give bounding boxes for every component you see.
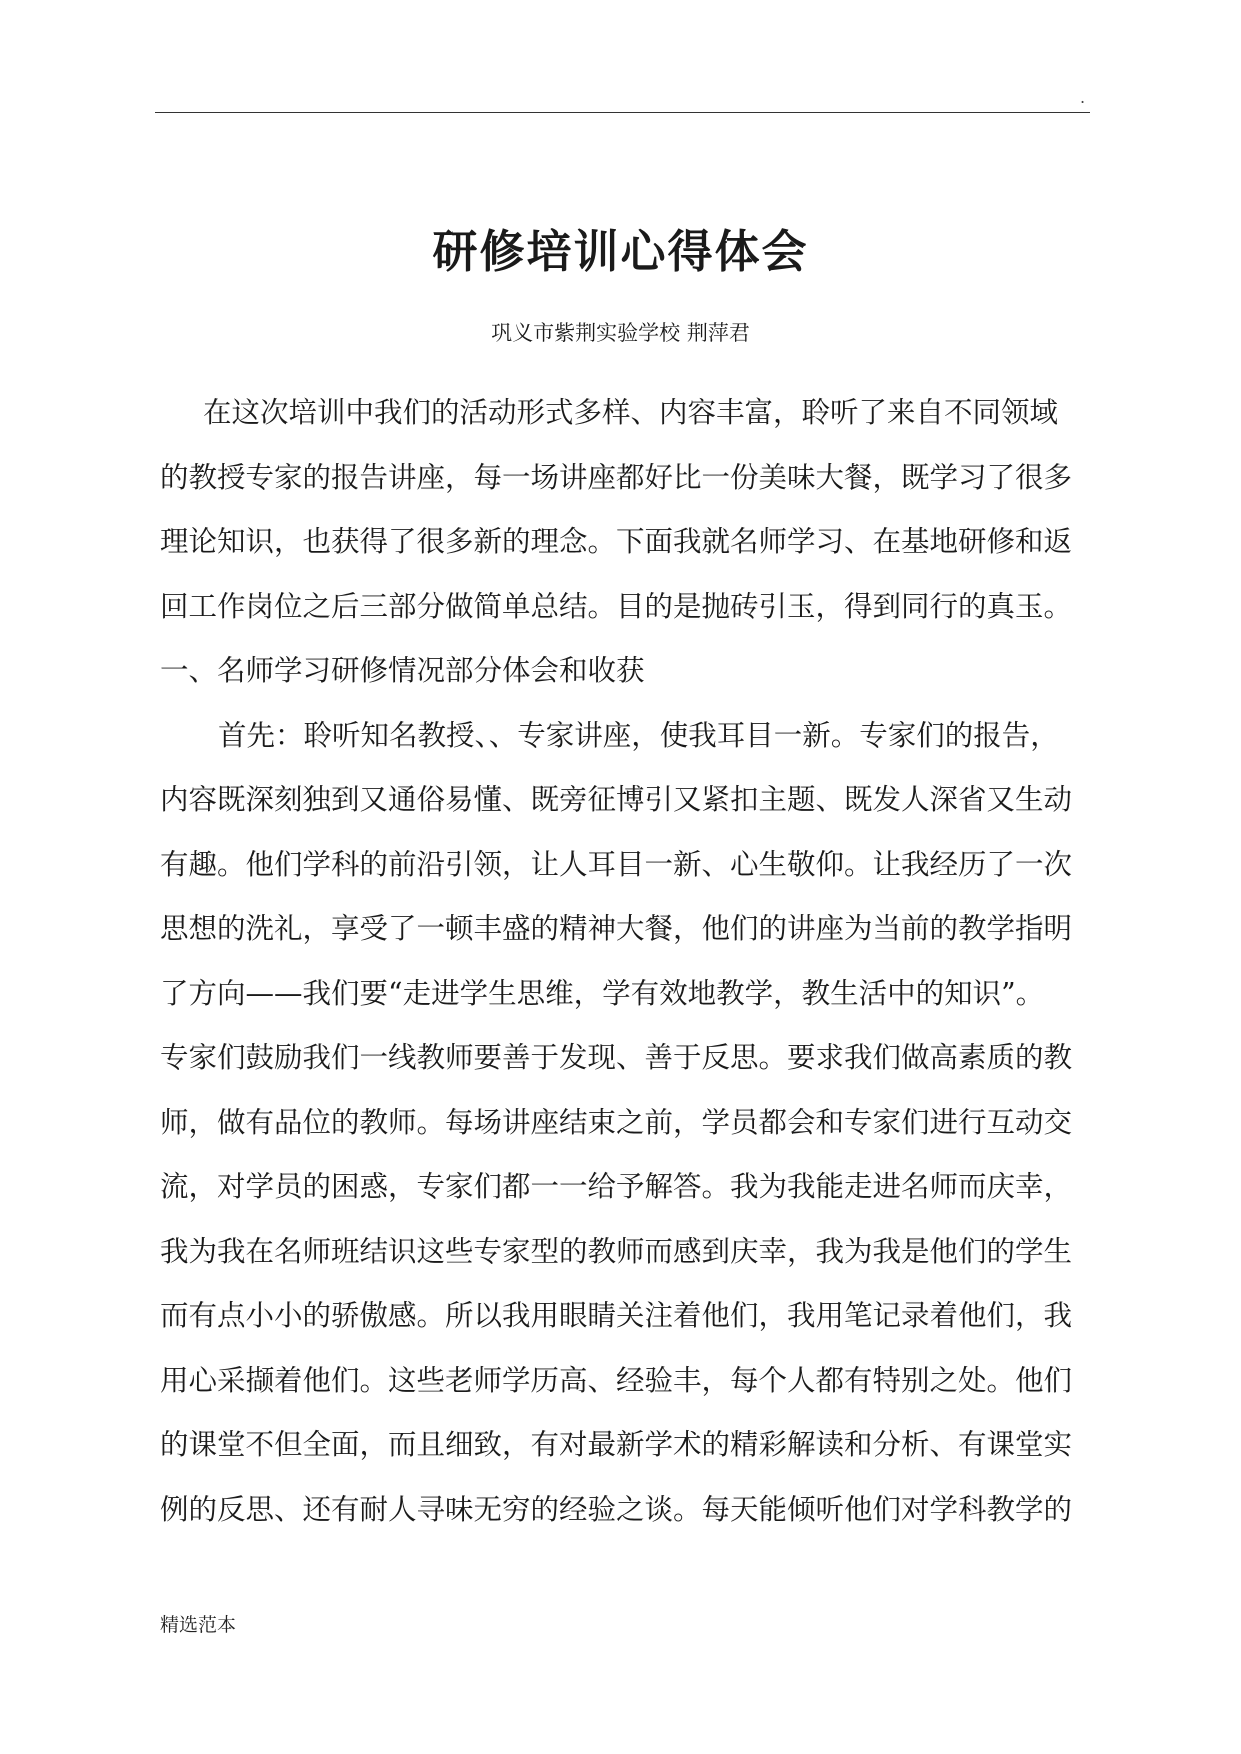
body-line: 内容既深刻独到又通俗易懂、既旁征博引又紧扣主题、既发人深省又生动 xyxy=(160,783,1073,816)
document-body xyxy=(160,390,1100,1551)
body-line: 首先：聆听知名教授、、专家讲座，使我耳目一新。专家们的报告， xyxy=(218,718,1059,752)
section-heading: 一、名师学习研修情况部分体会和收获 xyxy=(160,654,645,687)
body-line: 回工作岗位之后三部分做简单总结。目的是抛砖引玉，得到同行的真玉。 xyxy=(160,589,1073,623)
body-line: 而有点小小的骄傲感。所以我用眼睛关注着他们，我用笔记录着他们，我 xyxy=(160,1299,1073,1332)
body-line: 例的反思、还有耐人寻味无穷的经验之谈。每天能倾听他们对学科教学的 xyxy=(160,1492,1073,1526)
author-line: 巩义市紫荆实验学校 荆萍君 xyxy=(491,321,750,345)
header-rule xyxy=(155,112,1090,113)
body-line: 的教授专家的报告讲座，每一场讲座都好比一份美味大餐，既学习了很多 xyxy=(160,460,1073,494)
body-line: 了方向——我们要“走进学生思维，学有效地教学，教生活中的知识”。 xyxy=(160,976,1045,1010)
footer-label: 精选范本 xyxy=(160,1614,237,1636)
body-line: 在这次培训中我们的活动形式多样、内容丰富，聆听了来自不同领域 xyxy=(203,396,1059,429)
body-line: 师，做有品位的教师。每场讲座结束之前，学员都会和专家们进行互动交 xyxy=(160,1105,1073,1139)
body-line: 理论知识，也获得了很多新的理念。下面我就名师学习、在基地研修和返 xyxy=(160,525,1073,558)
body-line: 专家们鼓励我们一线教师要善于发现、善于反思。要求我们做高素质的教 xyxy=(160,1041,1073,1074)
body-line: 有趣。他们学科的前沿引领，让人耳目一新、心生敬仰。让我经历了一次 xyxy=(160,847,1073,881)
body-line: 流，对学员的困惑，专家们都一一给予解答。我为我能走进名师而庆幸， xyxy=(160,1170,1073,1203)
header-mark: . xyxy=(1080,88,1086,107)
body-line: 的课堂不但全面，而且细致，有对最新学术的精彩解读和分析、有课堂实 xyxy=(160,1428,1073,1461)
body-line: 思想的洗礼，享受了一顿丰盛的精神大餐，他们的讲座为当前的教学指明 xyxy=(160,912,1073,945)
body-line: 我为我在名师班结识这些专家型的教师而感到庆幸，我为我是他们的学生 xyxy=(160,1234,1073,1268)
body-line: 用心采撷着他们。这些老师学历高、经验丰，每个人都有特别之处。他们 xyxy=(160,1363,1073,1397)
document-title: 研修培训心得体会 xyxy=(432,225,809,278)
